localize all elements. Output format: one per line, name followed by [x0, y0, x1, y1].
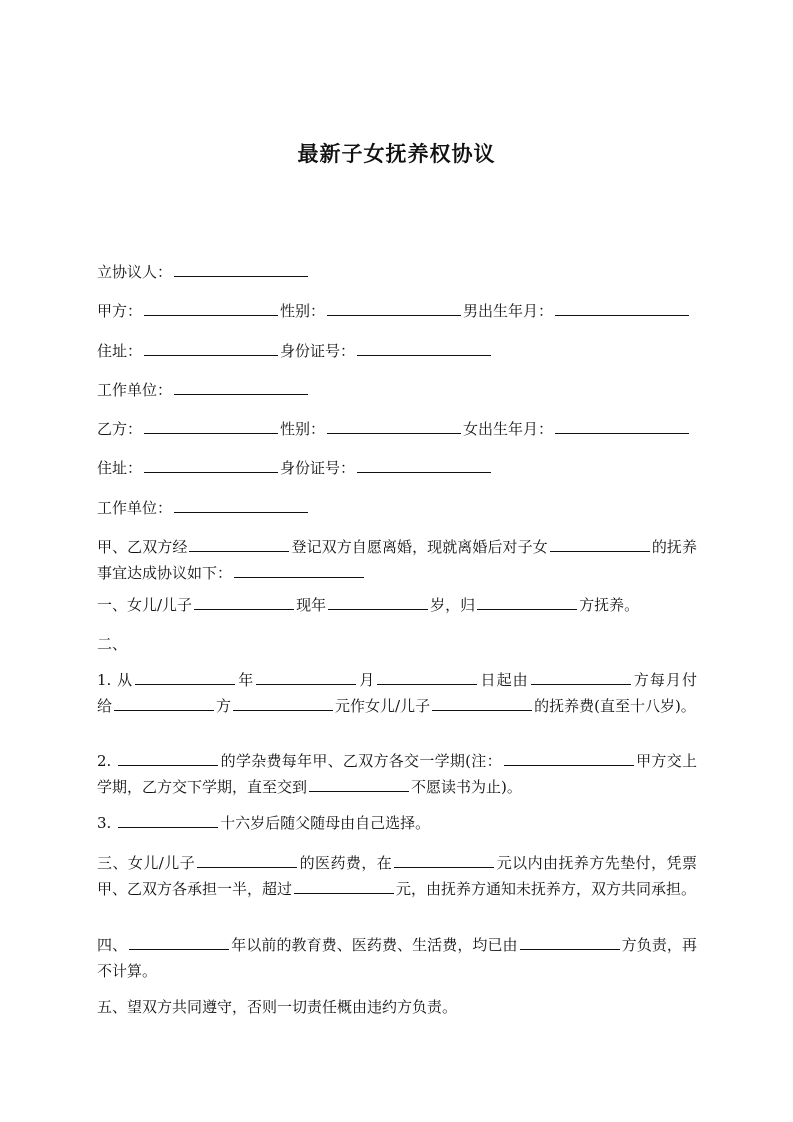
agreement-blank[interactable] [234, 562, 364, 578]
clause-two-1-text-e: 方每月付给 [97, 671, 697, 715]
agreement-signatories-line [97, 259, 697, 285]
child-name-blank[interactable] [118, 812, 218, 828]
female-birth-label: 女出生年月： [463, 420, 554, 438]
party-a-work-label: 工作单位： [97, 381, 173, 399]
party-a-address-blank[interactable] [144, 340, 278, 356]
clause-three-text-d: 元，由抚养方通知未抚养方，双方共同承担。 [396, 880, 697, 898]
clause-one-text-d: 方抚养。 [579, 596, 640, 614]
amount-blank[interactable] [233, 695, 333, 711]
male-birth-label: 男出生年月： [463, 302, 554, 320]
child-name-blank[interactable] [194, 594, 294, 610]
clause-two-1-text-a: 1. 从 [97, 671, 134, 689]
party-b-gender-blank[interactable] [327, 418, 461, 434]
female-birth-blank[interactable] [555, 418, 689, 434]
clause-two-item-one [97, 667, 697, 719]
party-a-gender-blank[interactable] [327, 300, 461, 316]
clause-one-text-a: 一、女儿/儿子 [97, 596, 193, 614]
registry-blank[interactable] [189, 536, 289, 552]
party-a-address-label: 住址： [97, 342, 143, 360]
year-blank[interactable] [129, 934, 229, 950]
clause-two-2-text-a: 2. [97, 752, 117, 770]
party-a-name-blank[interactable] [144, 300, 278, 316]
clause-four [97, 932, 697, 984]
clause-two-1-text-c: 月 [358, 671, 376, 689]
party-b-address-line [97, 455, 697, 481]
medical-limit-blank[interactable] [394, 852, 494, 868]
child-name-blank[interactable] [118, 750, 218, 766]
clause-two-1-text-h: 的抚养费(直至十八岁)。 [534, 697, 696, 715]
clause-two-2-text-b: 的学杂费每年甲、乙双方各交一学期(注： [220, 752, 502, 770]
party-a-label: 甲方： [97, 302, 143, 320]
payee-blank[interactable] [114, 695, 214, 711]
clause-two-3-text-a: 3. [97, 814, 117, 832]
payer-blank[interactable] [531, 669, 631, 685]
male-birth-blank[interactable] [555, 300, 689, 316]
party-a-line [97, 298, 697, 324]
clause-five: 五、望双方共同遵守，否则一切责任概由违约方负责。 [97, 998, 458, 1016]
party-a-id-blank[interactable] [357, 340, 491, 356]
start-day-blank[interactable] [377, 669, 477, 685]
party-b-gender-label: 性别： [280, 420, 326, 438]
clause-two-2-text-d: 不愿读书为止)。 [411, 778, 522, 796]
party-a-work-blank[interactable] [174, 379, 308, 395]
child-name-blank[interactable] [197, 852, 297, 868]
child-age-blank[interactable] [328, 594, 428, 610]
party-b-work-label: 工作单位： [97, 499, 173, 517]
child-name-blank[interactable] [432, 695, 532, 711]
party-b-id-label: 身份证号： [280, 459, 356, 477]
clause-two-3-text-b: 十六岁后随父随母由自己选择。 [220, 814, 431, 832]
responsible-party-blank[interactable] [520, 934, 620, 950]
clause-three-text-a: 三、女儿/儿子 [97, 854, 196, 872]
party-b-address-label: 住址： [97, 459, 143, 477]
party-a-work-line [97, 377, 697, 403]
clause-three-text-b: 的医药费，在 [299, 854, 393, 872]
party-a-id-label: 身份证号： [280, 342, 356, 360]
clause-two-2-text-c: 甲方交上学期，乙方交下学期，直至交到 [97, 752, 697, 796]
clause-two-item-two [97, 748, 697, 800]
clause-two-1-text-g: 元作女儿/儿子 [335, 697, 431, 715]
party-b-id-blank[interactable] [357, 457, 491, 473]
clause-two-heading: 二、 [97, 635, 128, 653]
clause-two-item-three [97, 810, 697, 836]
signatories-blank[interactable] [174, 261, 308, 277]
clause-four-text-b: 年以前的教育费、医药费、生活费，均已由 [231, 936, 518, 954]
party-b-address-blank[interactable] [144, 457, 278, 473]
party-b-work-blank[interactable] [174, 497, 308, 513]
clause-two-1-text-f: 方 [216, 697, 232, 715]
medical-excess-blank[interactable] [294, 878, 394, 894]
clause-four-text-a: 四、 [97, 936, 128, 954]
start-month-blank[interactable] [256, 669, 356, 685]
child-name-blank[interactable] [309, 776, 409, 792]
party-a-gender-label: 性别： [280, 302, 326, 320]
clause-three-text-c: 元以内由抚养方先垫付，凭票甲、乙双方各承担一半，超过 [97, 854, 697, 898]
party-b-line [97, 416, 697, 442]
signatories-label: 立协议人： [97, 263, 173, 281]
clause-one-text-b: 现年 [296, 596, 327, 614]
preamble-text-a: 甲、乙双方经 [97, 538, 188, 556]
child-name-blank[interactable] [550, 536, 650, 552]
note-blank[interactable] [504, 750, 634, 766]
clause-one [97, 592, 697, 618]
preamble-clause [97, 534, 697, 586]
party-a-address-line [97, 338, 697, 364]
party-b-name-blank[interactable] [144, 418, 278, 434]
party-b-label: 乙方： [97, 420, 143, 438]
clause-two-1-text-b: 年 [237, 671, 255, 689]
preamble-text-b: 登记双方自愿离婚，现就离婚后对子女 [291, 538, 548, 556]
clause-four-text-c: 方负责，再不计算。 [97, 936, 697, 980]
start-year-blank[interactable] [135, 669, 235, 685]
clause-two-1-text-d: 日起由 [479, 671, 529, 689]
preamble-text-c: 的抚养事宜达成协议如下： [97, 538, 697, 582]
custody-party-blank[interactable] [477, 594, 577, 610]
clause-one-text-c: 岁，归 [430, 596, 476, 614]
document-title: 最新子女抚养权协议 [297, 142, 496, 166]
clause-three [97, 850, 697, 902]
party-b-work-line [97, 495, 697, 521]
